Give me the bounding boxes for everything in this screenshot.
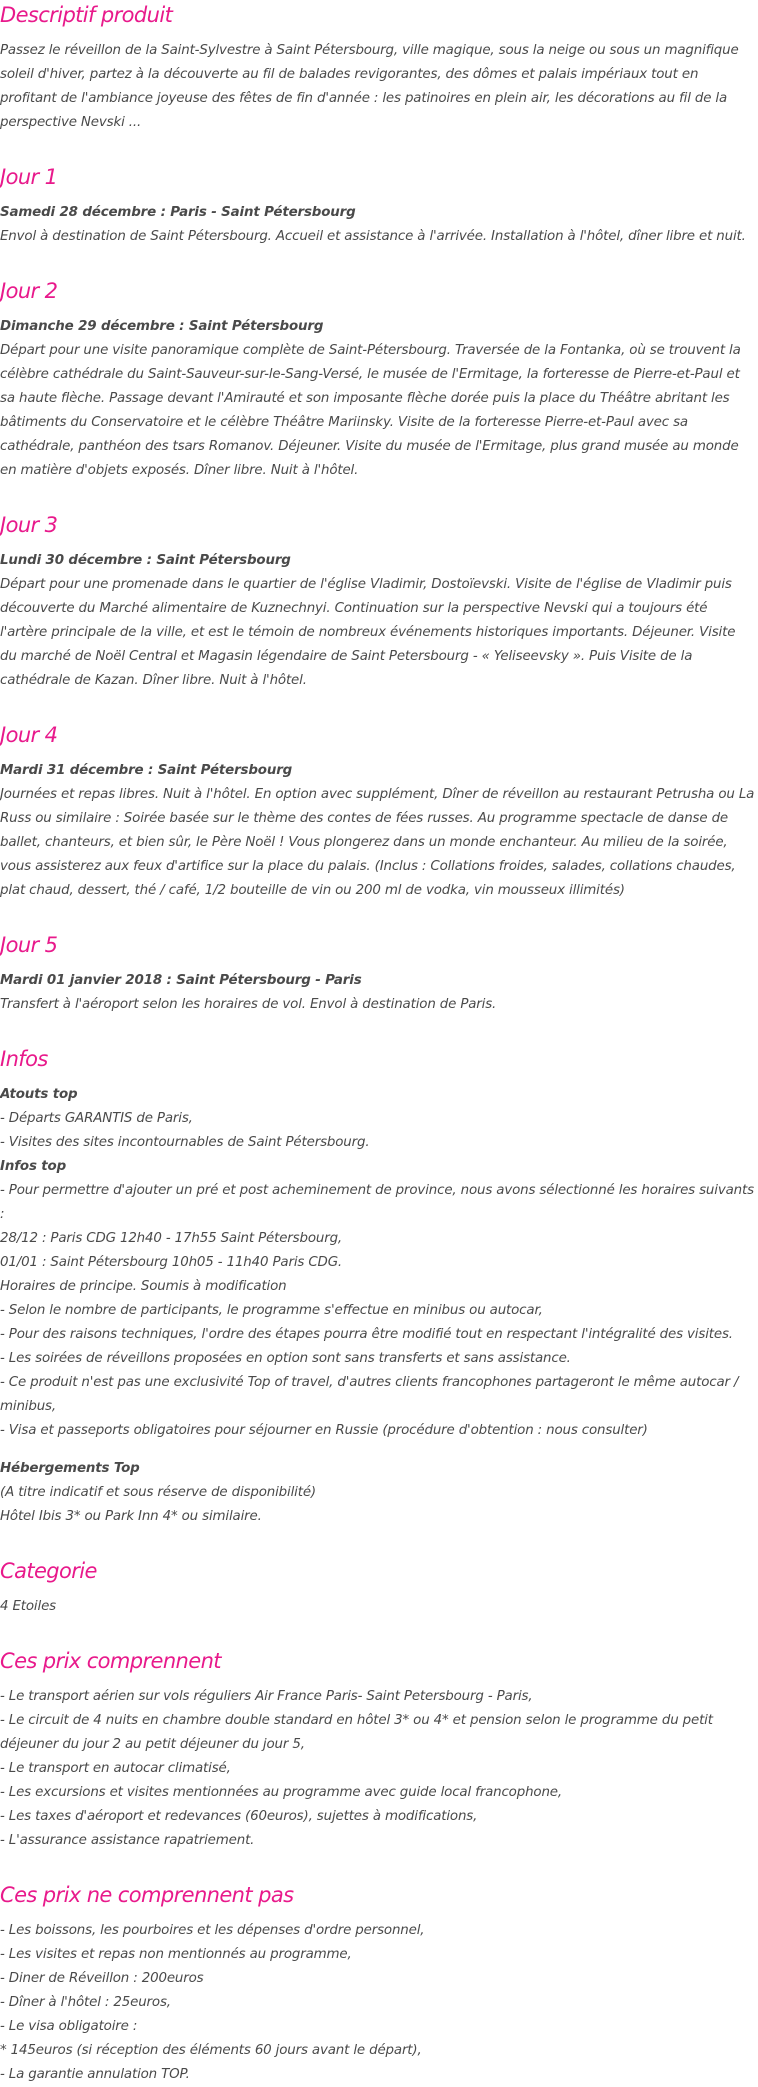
list-item: - Dîner à l'hôtel : 25euros, xyxy=(0,1995,171,2010)
day-5-text: Transfert à l'aéroport selon les horaires de vol. Envol à destination de Paris. xyxy=(0,997,497,1012)
list-item: - Les excursions et visites mentionnées au programme avec guide local francophone, xyxy=(0,1785,562,1800)
list-item: * 145euros (si réception des éléments 60 jours avant le départ), xyxy=(0,2043,422,2058)
day-1-section xyxy=(0,162,756,249)
list-item: - Le transport en autocar climatisé, xyxy=(0,1761,231,1776)
day-3-text: Départ pour une promenade dans le quartier de l'église Vladimir, Dostoïevski. Visite de l'église de Vladimir puis découverte du Marché alimentaire de Kuznechnyi. Continuation sur la perspective Nevski qui a toujours été l'artère principale de la ville, et est le témoin de nombreux événements historiques importants. Déjeuner. Visite du marché de Noël Central et Magasin légendaire de Saint Petersbourg - « Yeliseevsky ». Puis Visite de la cathédrale de Kazan. Dîner libre. Nuit à l'hôtel. xyxy=(0,577,736,688)
list-item: - L'assurance assistance rapatriement. xyxy=(0,1833,255,1848)
prix-comprennent-title: Ces prix comprennent xyxy=(0,1649,221,1673)
infos-top-heading: Infos top xyxy=(0,1159,67,1174)
infos-line: - Pour des raisons techniques, l'ordre des étapes pourra être modifié tout en respectant l'intégralité des visites. xyxy=(0,1327,733,1342)
day-3-heading: Lundi 30 décembre : Saint Pétersbourg xyxy=(0,553,291,568)
day-4-text: Journées et repas libres. Nuit à l'hôtel. En option avec supplément, Dîner de réveillon au restaurant Petrusha ou La Russ ou similaire : Soirée basée sur le thème des contes de fées russes. Au programme spectacle de danse de ballet, chanteurs, et bien sûr, le Père Noël ! Vous plongerez dans un monde enchanteur. Au milieu de la soirée, vous assisterez aux feux d'artifice sur la place du palais. (Inclus : Collations froides, salades, collations chaudes, plat chaud, dessert, thé / café, 1/2 bouteille de vin ou 200 ml de vodka, vin mousseux illimités) xyxy=(0,787,755,898)
day-3-title: Jour 3 xyxy=(0,513,58,537)
infos-line: 28/12 : Paris CDG 12h40 - 17h55 Saint Pétersbourg, xyxy=(0,1231,343,1246)
hebergements-line: Hôtel Ibis 3* ou Park Inn 4* ou similaire. xyxy=(0,1509,262,1524)
atouts-line: - Visites des sites incontournables de Saint Pétersbourg. xyxy=(0,1135,370,1150)
day-1-text: Envol à destination de Saint Pétersbourg. Accueil et assistance à l'arrivée. Installation à l'hôtel, dîner libre et nuit. xyxy=(0,229,746,244)
infos-line: - Ce produit n'est pas une exclusivité Top of travel, d'autres clients francophones partageront le même autocar / minibus, xyxy=(0,1375,739,1414)
infos-line: - Les soirées de réveillons proposées en option sont sans transferts et sans assistance. xyxy=(0,1351,571,1366)
day-5-title: Jour 5 xyxy=(0,933,58,957)
infos-section xyxy=(0,1044,756,1529)
list-item: - Diner de Réveillon : 200euros xyxy=(0,1971,204,1986)
infos-line: - Visa et passeports obligatoires pour séjourner en Russie (procédure d'obtention : nous consulter) xyxy=(0,1423,648,1438)
categorie-value: 4 Etoiles xyxy=(0,1599,56,1614)
infos-line: - Pour permettre d'ajouter un pré et post acheminement de province, nous avons sélectionné les horaires suivants : xyxy=(0,1183,754,1222)
day-5-section xyxy=(0,930,756,1017)
descriptif-title: Descriptif produit xyxy=(0,3,173,27)
descriptif-section xyxy=(0,0,756,135)
list-item: - Les taxes d'aéroport et redevances (60euros), sujettes à modifications, xyxy=(0,1809,478,1824)
prix-ne-comprennent-pas-title: Ces prix ne comprennent pas xyxy=(0,1883,294,1907)
list-item: - Le visa obligatoire : xyxy=(0,2019,138,2034)
list-item: - Les visites et repas non mentionnés au programme, xyxy=(0,1947,352,1962)
atouts-line: - Départs GARANTIS de Paris, xyxy=(0,1111,193,1126)
day-4-heading: Mardi 31 décembre : Saint Pétersbourg xyxy=(0,763,293,778)
day-3-section xyxy=(0,510,756,693)
day-1-title: Jour 1 xyxy=(0,165,58,189)
day-4-section xyxy=(0,720,756,903)
atouts-heading: Atouts top xyxy=(0,1087,78,1102)
infos-line: Horaires de principe. Soumis à modification xyxy=(0,1279,287,1294)
descriptif-text: Passez le réveillon de la Saint-Sylvestre à Saint Pétersbourg, ville magique, sous la neige ou sous un magnifique soleil d'hiver, partez à la découverte au fil de balades revigorantes, des dômes et palais impériaux tout en profitant de l'ambiance joyeuse des fêtes de fin d'année : les patinoires en plein air, les décorations au fil de la perspective Nevski ... xyxy=(0,43,739,130)
day-2-title: Jour 2 xyxy=(0,279,58,303)
categorie-title: Categorie xyxy=(0,1559,97,1583)
day-2-section xyxy=(0,276,756,483)
day-2-heading: Dimanche 29 décembre : Saint Pétersbourg xyxy=(0,319,324,334)
infos-line: - Selon le nombre de participants, le programme s'effectue en minibus ou autocar, xyxy=(0,1303,543,1318)
infos-title: Infos xyxy=(0,1047,48,1071)
day-2-text: Départ pour une visite panoramique complète de Saint-Pétersbourg. Traversée de la Fontanka, où se trouvent la célèbre cathédrale du Saint-Sauveur-sur-le-Sang-Versé, le musée de l'Ermitage, la forteresse de Pierre-et-Paul et sa haute flèche. Passage devant l'Amirauté et son imposante flèche dorée puis la place du Théâtre abritant les bâtiments du Conservatoire et le célèbre Théâtre Mariinsky. Visite de la forteresse Pierre-et-Paul avec sa cathédrale, panthéon des tsars Romanov. Déjeuner. Visite du musée de l'Ermitage, plus grand musée au monde en matière d'objets exposés. Dîner libre. Nuit à l'hôtel. xyxy=(0,343,741,478)
list-item: - Les boissons, les pourboires et les dépenses d'ordre personnel, xyxy=(0,1923,425,1938)
list-item: - Le transport aérien sur vols réguliers Air France Paris- Saint Petersbourg - Paris, xyxy=(0,1689,533,1704)
day-1-heading: Samedi 28 décembre : Paris - Saint Pétersbourg xyxy=(0,205,356,220)
day-5-heading: Mardi 01 janvier 2018 : Saint Pétersbourg - Paris xyxy=(0,973,362,988)
list-item: - Le circuit de 4 nuits en chambre double standard en hôtel 3* ou 4* et pension selon le programme du petit déjeuner du jour 2 au petit déjeuner du jour 5, xyxy=(0,1713,713,1752)
infos-line: 01/01 : Saint Pétersbourg 10h05 - 11h40 Paris CDG. xyxy=(0,1255,343,1270)
hebergements-line: (A titre indicatif et sous réserve de disponibilité) xyxy=(0,1485,316,1500)
categorie-section xyxy=(0,1556,756,1619)
hebergements-heading: Hébergements Top xyxy=(0,1461,140,1476)
prix-comprennent-section xyxy=(0,1646,756,1853)
list-item: - La garantie annulation TOP. xyxy=(0,2067,190,2082)
day-4-title: Jour 4 xyxy=(0,723,58,747)
prix-ne-comprennent-pas-section xyxy=(0,1880,756,2087)
